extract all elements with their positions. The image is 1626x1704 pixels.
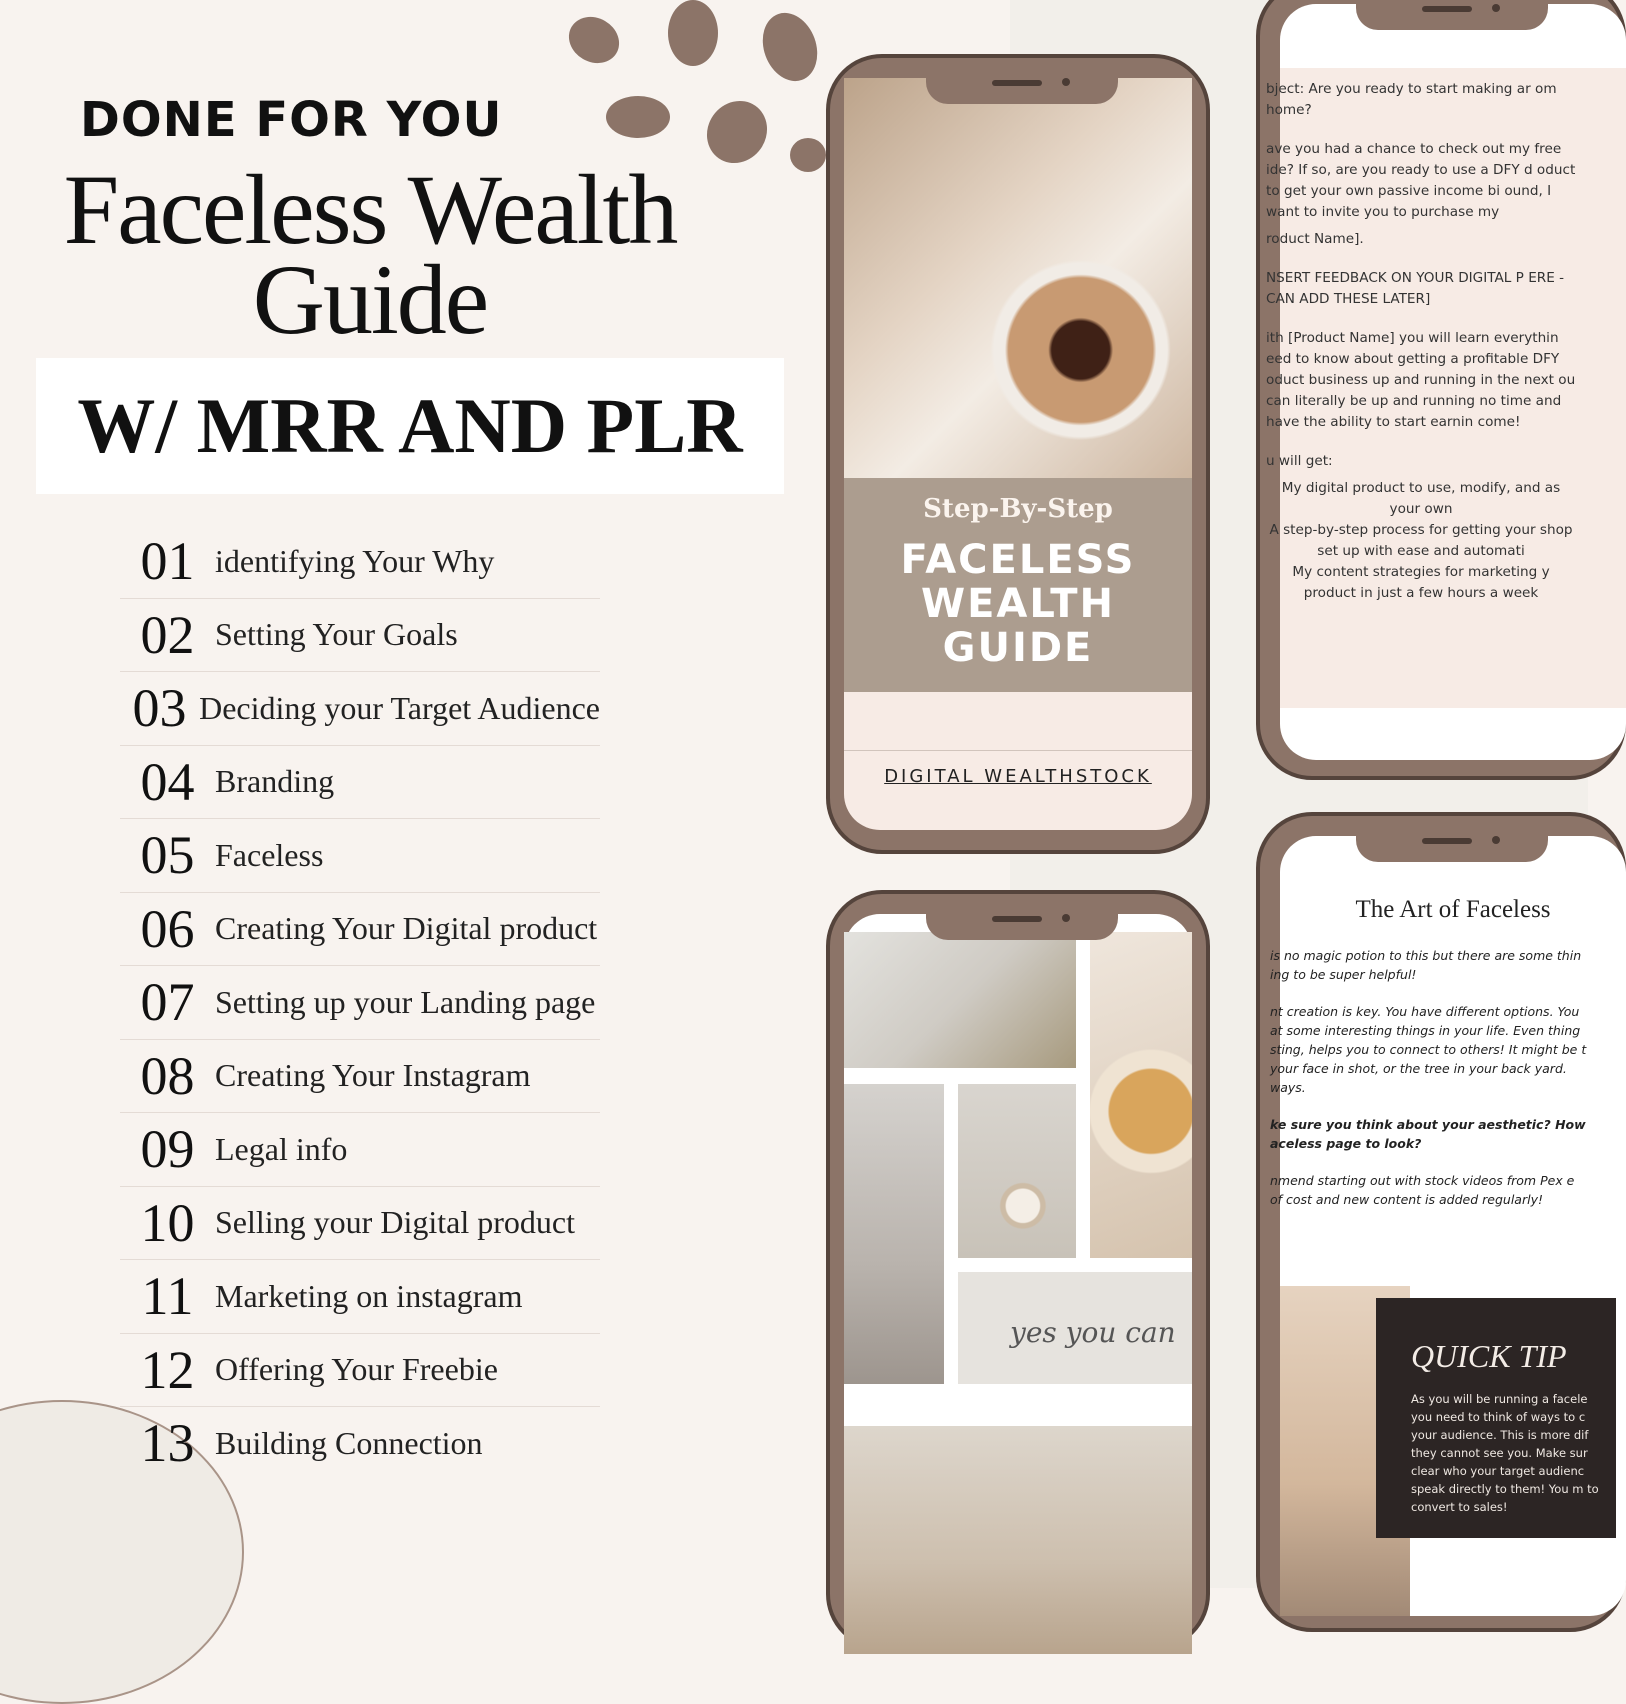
toc-item xyxy=(120,1187,600,1261)
rings-photo xyxy=(958,1084,1076,1258)
email-paragraph: roduct Name]. xyxy=(1266,231,1364,247)
email-paragraph: NSERT FEEDBACK ON YOUR DIGITAL P ERE - CAN ADD THESE LATER] xyxy=(1266,270,1565,307)
phone-notch xyxy=(1356,826,1548,862)
tea-photo xyxy=(1090,932,1192,1258)
article-body xyxy=(1270,946,1590,1227)
phone-notch xyxy=(926,904,1118,940)
brand-name: DIGITAL WEALTHSTOCK xyxy=(884,766,1152,787)
article-paragraph: nmend starting out with stock videos from Pex e of cost and new content is added regularly! xyxy=(1270,1173,1575,1207)
toc-label: Offering Your Freebie xyxy=(215,1351,498,1388)
toc-label: identifying Your Why xyxy=(215,542,495,579)
toc-number: 08 xyxy=(140,1045,195,1106)
toc-number: 12 xyxy=(140,1339,195,1400)
email-bullet: A step-by-step process for getting your shop set up with ease and automati xyxy=(1269,522,1573,559)
toc-label: Legal info xyxy=(215,1130,348,1167)
cover-title-line: FACELESS xyxy=(900,537,1136,583)
toc-label: Faceless xyxy=(215,836,324,873)
article-paragraph: nt creation is key. You have different options. You at some interesting things in your life. Even thing sting, helps you to connect to others! It might be t your face in shot, or the tree in your back yard. ways. xyxy=(1270,1004,1587,1095)
toc-number: 09 xyxy=(140,1119,195,1180)
article-screen xyxy=(1270,836,1626,1616)
email-screen xyxy=(1266,4,1626,760)
toc-number: 02 xyxy=(140,604,195,665)
product-title xyxy=(20,154,720,355)
toc-item xyxy=(120,1040,600,1114)
email-paragraph: bject: Are you ready to start making ar om home? xyxy=(1266,81,1557,118)
toc-item xyxy=(120,599,600,673)
statue-photo xyxy=(844,1084,944,1384)
toc-number: 06 xyxy=(140,898,195,959)
divider xyxy=(844,750,1192,751)
quick-tip-box xyxy=(1376,1298,1616,1538)
toc-label: Selling your Digital product xyxy=(215,1204,575,1241)
toc-number: 13 xyxy=(140,1413,195,1474)
toc-item xyxy=(120,1260,600,1334)
license-text: W/ MRR AND PLR xyxy=(77,382,743,469)
phone-mockup-email xyxy=(1256,0,1626,780)
email-body xyxy=(1266,79,1576,604)
toc-item xyxy=(120,525,600,599)
toc-item xyxy=(120,746,600,820)
toc-number: 10 xyxy=(140,1192,195,1253)
cover-title-line: WEALTH xyxy=(920,581,1116,627)
dot-decoration xyxy=(695,89,779,175)
dot-decoration xyxy=(668,0,718,66)
collage-screen xyxy=(844,914,1192,1654)
toc-number: 07 xyxy=(140,972,195,1033)
dot-decoration xyxy=(606,96,670,138)
phone-notch xyxy=(926,68,1118,104)
cover-screen xyxy=(844,78,1192,830)
toc-item xyxy=(120,1334,600,1408)
dot-decoration xyxy=(754,5,827,89)
flower-photo xyxy=(844,1426,1192,1654)
article-paragraph: ke sure you think about your aesthetic? How aceless page to look? xyxy=(1270,1117,1586,1151)
toc-item xyxy=(120,672,600,746)
toc-label: Deciding your Target Audience xyxy=(199,689,600,726)
license-band xyxy=(36,358,784,494)
email-paragraph: u will get: xyxy=(1266,453,1333,469)
toc-item xyxy=(120,819,600,893)
email-paragraph: ave you had a chance to check out my free ide? If so, are you ready to use a DFY d oduct to get your own passive income bi ound, I want to invite you to purchase my xyxy=(1266,141,1576,220)
title-line-1: Faceless Wealth xyxy=(63,154,677,265)
toc-label: Marketing on instagram xyxy=(215,1277,523,1314)
phone-mockup-article xyxy=(1256,812,1626,1632)
quick-tip-title: QUICK TIP xyxy=(1411,1338,1567,1374)
dot-decoration xyxy=(560,8,627,72)
quick-tip-text: As you will be running a facele you need to think of ways to c your audience. This is more dif they cannot see you. Make sur clear who your target audienc speak directly to them! You m to convert to sales! xyxy=(1411,1392,1599,1514)
email-paragraph: ith [Product Name] you will learn everythin eed to know about getting a profitable DFY oduct business up and running in the next ou can literally be up and running no time and have the ability to start earnin come! xyxy=(1266,330,1576,430)
toc-number: 11 xyxy=(141,1266,194,1327)
cover-title-line: GUIDE xyxy=(942,625,1094,671)
toc-label: Building Connection xyxy=(215,1424,483,1461)
toc-label: Setting up your Landing page xyxy=(215,983,596,1020)
kicker-heading: DONE FOR YOU xyxy=(80,92,503,148)
cover-title xyxy=(844,538,1192,670)
toc-number: 01 xyxy=(140,531,195,592)
toc-number: 05 xyxy=(140,825,195,886)
coffee-photo xyxy=(844,78,1192,478)
phone-notch xyxy=(1356,0,1548,30)
article-title: The Art of Faceless xyxy=(1355,896,1551,923)
toc-label: Branding xyxy=(215,763,335,800)
cover-panel xyxy=(844,478,1192,692)
toc-item xyxy=(120,1407,600,1480)
leaf-photo xyxy=(844,932,1076,1068)
email-bullet: My content strategies for marketing y product in just a few hours a week xyxy=(1292,564,1550,601)
toc-label: Creating Your Instagram xyxy=(215,1057,531,1094)
phone-mockup-collage xyxy=(826,890,1210,1650)
dot-decoration xyxy=(790,138,826,172)
toc-label: Creating Your Digital product xyxy=(215,910,598,947)
toc-item xyxy=(120,1113,600,1187)
toc-item xyxy=(120,966,600,1040)
article-paragraph: is no magic potion to this but there are some thin ing to be super helpful! xyxy=(1270,948,1582,982)
toc-number: 03 xyxy=(132,678,187,739)
email-bullet: My digital product to use, modify, and as your own xyxy=(1281,480,1561,517)
toc-label: Setting Your Goals xyxy=(215,616,458,653)
toc-number: 04 xyxy=(140,751,195,812)
title-line-2: Guide xyxy=(252,244,488,355)
phone-mockup-cover xyxy=(826,54,1210,854)
table-of-contents xyxy=(120,525,680,1480)
toc-item xyxy=(120,893,600,967)
script-text: yes you can xyxy=(1010,1316,1176,1349)
cover-subtitle: Step-By-Step xyxy=(923,494,1113,524)
